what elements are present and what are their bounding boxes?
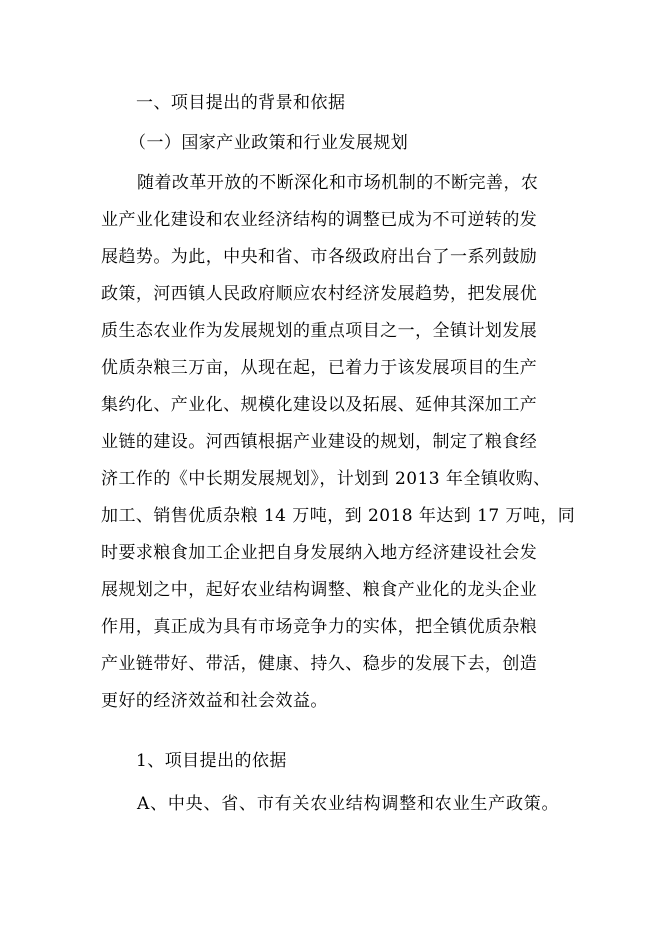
paragraph-line: 政策，河西镇人民政府顺应农村经济发展趋势，把发展优: [101, 284, 538, 304]
item-a: A、中央、省、市有关农业结构调整和农业生产政策。: [137, 794, 559, 814]
paragraph-line: 加工、销售优质杂粮 14 万吨，到 2018 年达到 17 万吨，同: [101, 506, 576, 526]
paragraph-line: 产业链带好、带活，健康、持久、稳步的发展下去，创造: [101, 654, 538, 674]
paragraph-line: 优质杂粮三万亩，从现在起，已着力于该发展项目的生产: [101, 358, 538, 378]
paragraph-line: 时要求粮食加工企业把自身发展纳入地方经济建设社会发: [101, 543, 538, 563]
paragraph-line: 作用，真正成为具有市场竞争力的实体，把全镇优质杂粮: [101, 617, 538, 637]
section-heading: 一、项目提出的背景和依据: [136, 93, 346, 113]
subsection-heading: （一）国家产业政策和行业发展规划: [129, 133, 409, 153]
paragraph-line: 质生态农业作为发展规划的重点项目之一，全镇计划发展: [101, 321, 538, 341]
paragraph-line: 集约化、产业化、规模化建设以及拓展、延伸其深加工产: [101, 395, 538, 415]
paragraph-line: 业产业化建设和农业经济结构的调整已成为不可逆转的发: [101, 210, 538, 230]
paragraph-line: 展趋势。为此，中央和省、市各级政府出台了一系列鼓励: [101, 247, 538, 267]
paragraph-line: 展规划之中，起好农业结构调整、粮食产业化的龙头企业: [101, 580, 538, 600]
paragraph-line: 随着改革开放的不断深化和市场机制的不断完善，农: [137, 173, 539, 193]
paragraph-line: 更好的经济效益和社会效益。: [101, 691, 328, 711]
item-heading: 1、项目提出的依据: [136, 751, 287, 771]
paragraph-line: 业链的建设。河西镇根据产业建设的规划，制定了粮食经: [101, 432, 538, 452]
paragraph-line: 济工作的《中长期发展规划》，计划到 2013 年全镇收购、: [101, 469, 551, 489]
